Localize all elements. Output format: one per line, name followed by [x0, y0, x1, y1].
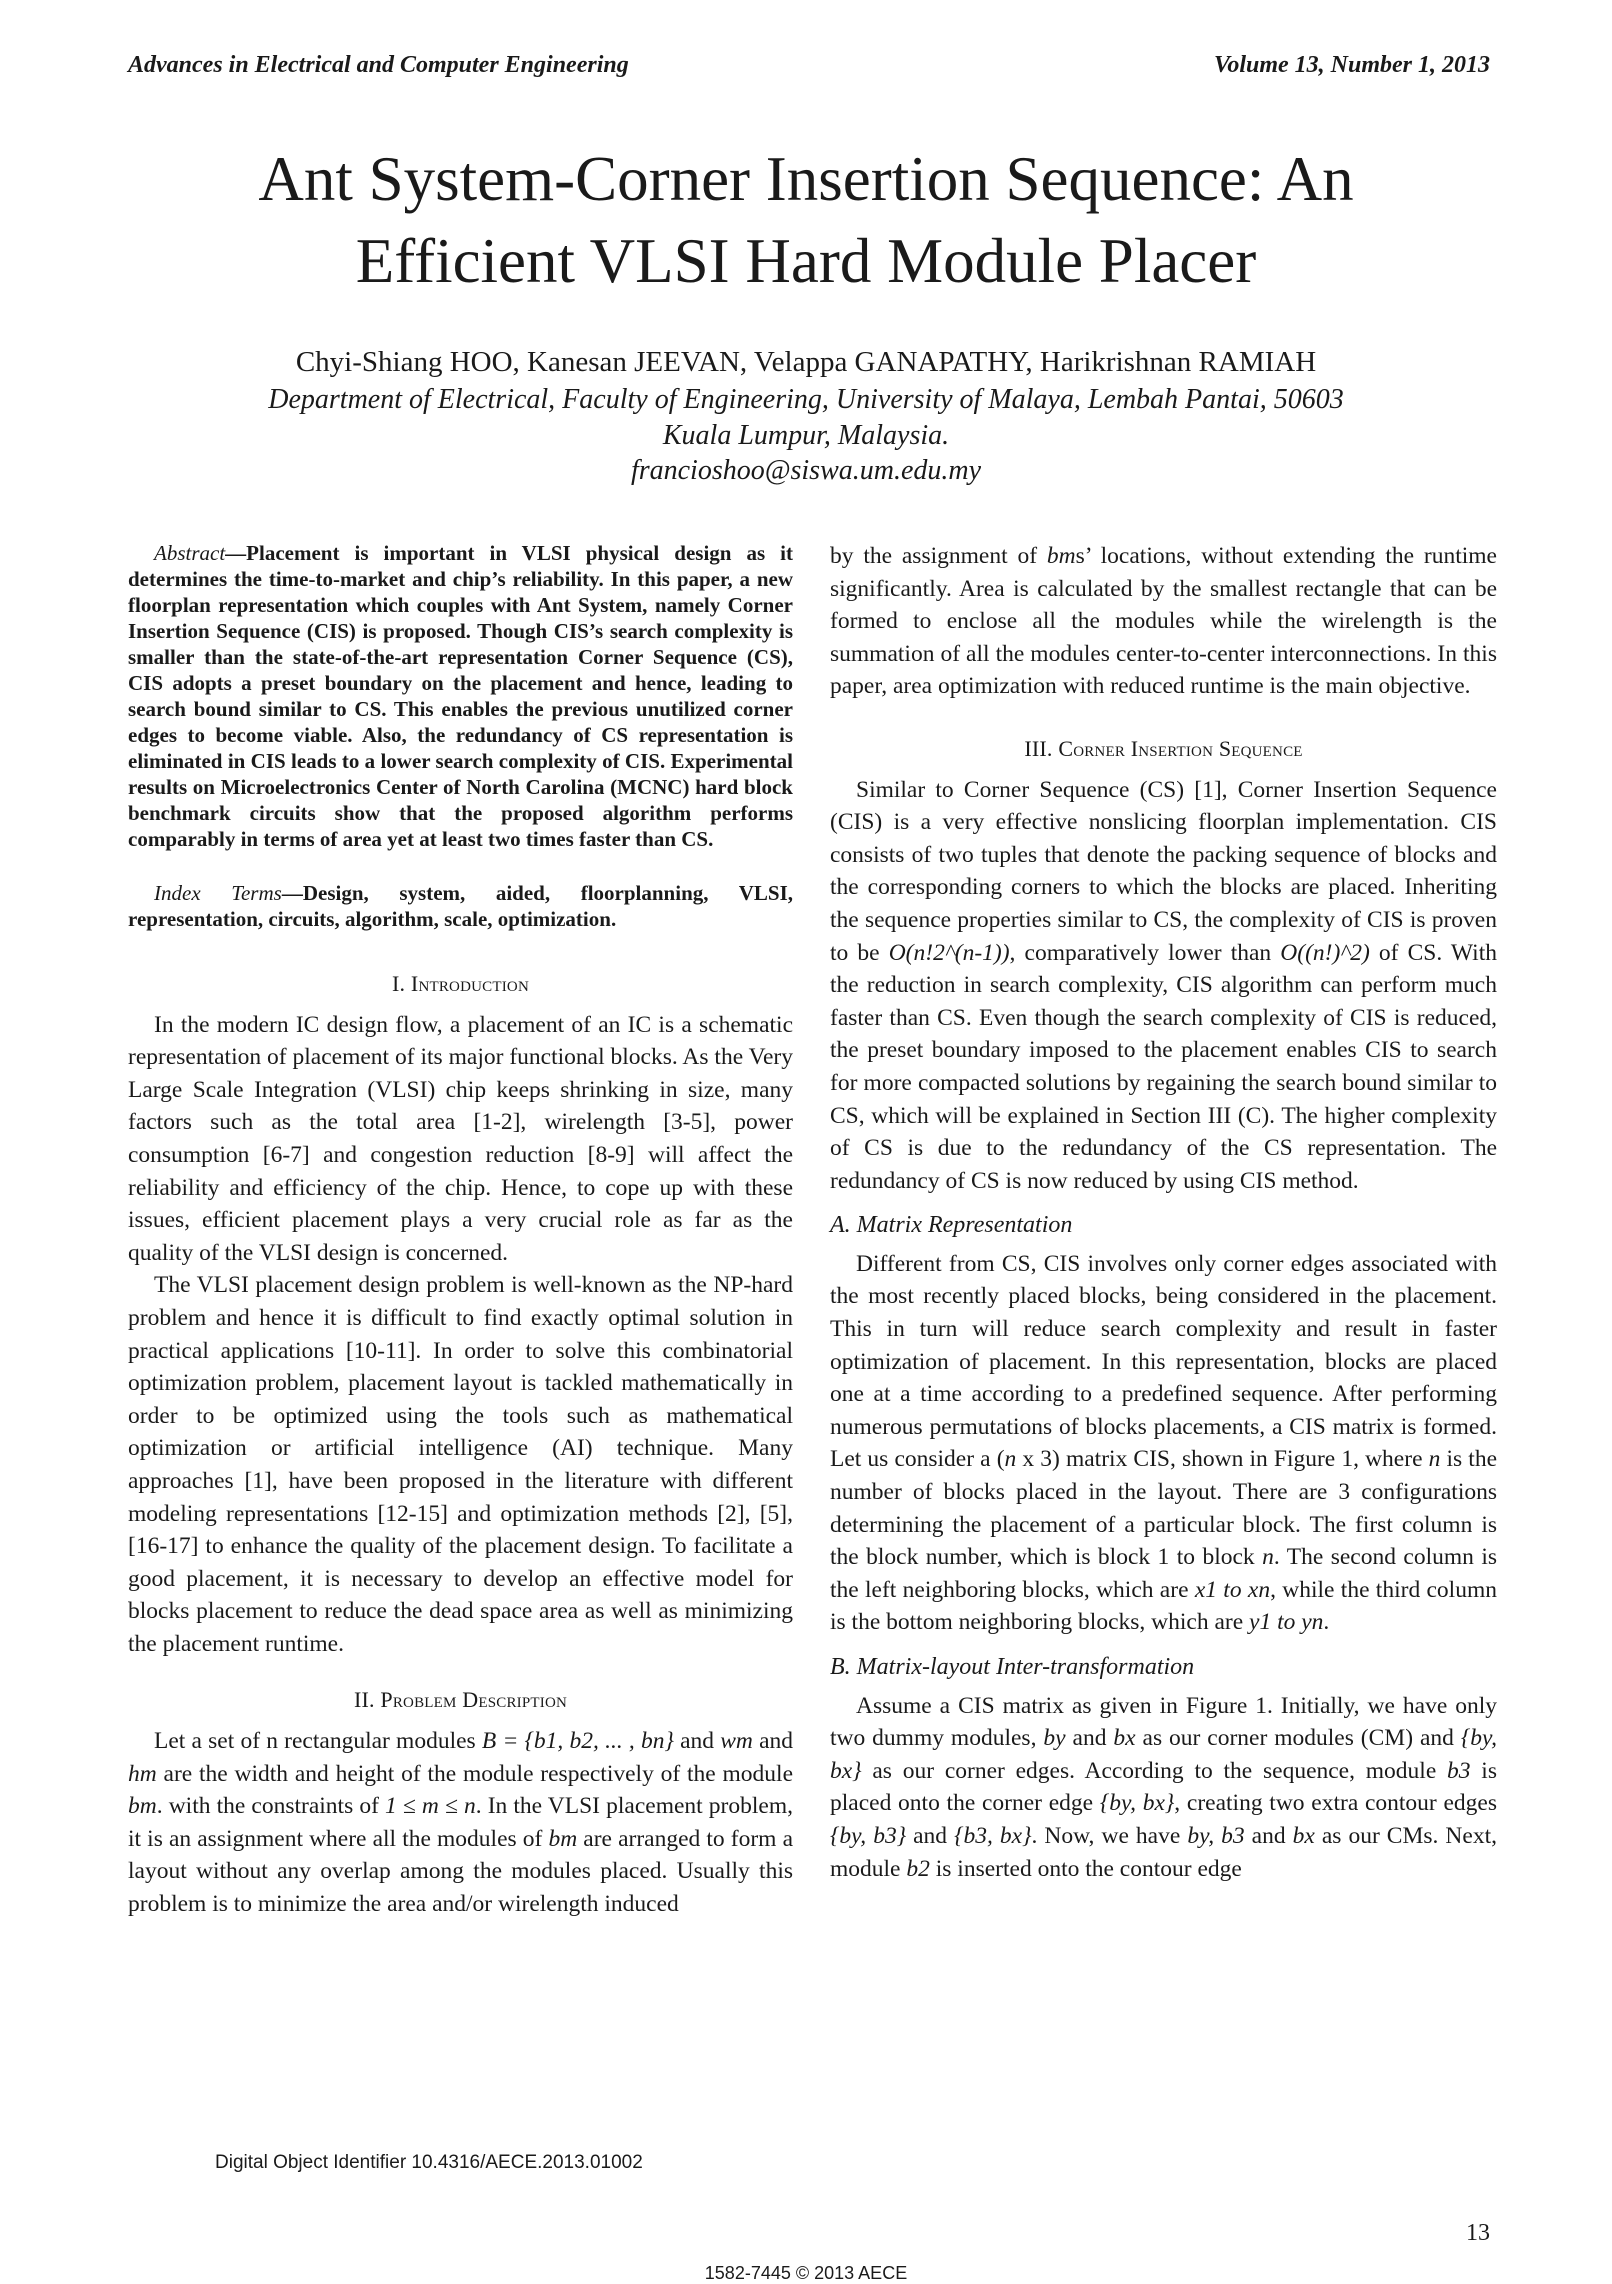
- subsection-heading-transformation: B. Matrix-layout Inter-transformation: [830, 1654, 1195, 1680]
- math-by: by: [1043, 1725, 1066, 1752]
- text-run: of CS. With the reduction in search complexity, CIS algorithm can perform much faster than CS. Even though the search complexity of CIS is reduced, the preset boundary imposed to the placement enables CIS to search for more compacted solutions by regaining the search bound similar to CS, which will be explained in Section III (C). The higher complexity of CS is due to the redundancy of the CS representation. The redundancy of CS is now reduced by using CIS method.: [830, 939, 1497, 1194]
- transformation-paragraph: [830, 1690, 1497, 1886]
- subsection-heading-matrix: A. Matrix Representation: [830, 1212, 1073, 1239]
- section-heading-problem: II. Problem Description: [353, 1687, 568, 1713]
- text-run: is the number of blocks placed in the layout. There are 3 configurations determining the placement of a particular block. The first column is the block number, which is block 1 to block: [830, 1446, 1497, 1571]
- math-n: n: [1428, 1446, 1441, 1473]
- math-module: bm: [1046, 543, 1076, 569]
- text-run: and: [1244, 1822, 1293, 1849]
- text-run: as our CMs. Next, module: [830, 1822, 1497, 1882]
- left-column: [128, 540, 793, 1921]
- text-run: Similar to Corner Sequence (CS) [1], Corner Insertion Sequence (CIS) is a very effective nonslicing floorplan implementation. CIS consists of two tuples that denote the packing sequence of blocks and the corresponding corners to which the blocks are placed. Inheriting the sequence properties similar to CS, the complexity of CIS is proven to be: [830, 776, 1497, 966]
- text-run: is inserted onto the contour edge: [929, 1855, 1242, 1882]
- math-module: bm: [548, 1825, 578, 1852]
- math-cis-complexity: O(n!2^(n-1)): [888, 939, 1010, 966]
- volume-info: Volume 13, Number 1, 2013: [1213, 52, 1490, 78]
- affiliation-line-2: Kuala Lumpur, Malaysia.: [662, 420, 950, 451]
- text-run: , creating two extra contour edges: [1174, 1790, 1497, 1817]
- text-run: as our corner modules (CM) and: [1135, 1725, 1461, 1752]
- section-heading-introduction: I. Introduction: [392, 971, 529, 996]
- index-terms-lead: Index Terms: [154, 881, 282, 905]
- journal-name: Advances in Electrical and Computer Engineering: [128, 52, 629, 78]
- problem-paragraph-1: [128, 1725, 793, 1921]
- text-run: . Now, we have: [1031, 1822, 1188, 1849]
- text-run: by the assignment of: [830, 543, 1047, 569]
- affiliation-line-1: Department of Electrical, Faculty of Engineering, University of Malaya, Lembah Pantai, 50603: [268, 384, 1344, 415]
- abstract: [128, 540, 793, 852]
- text-run: , while the third column is the bottom neighboring blocks, which are: [830, 1576, 1497, 1636]
- text-run: . with the constraints of: [156, 1793, 386, 1820]
- text-run: and: [752, 1728, 794, 1755]
- text-run: Different from CS, CIS involves only corner edges associated with the most recently placed blocks, being considered in the placement. This in turn will reduce search complexity and result in faster optimization of placement. In this representation, blocks are placed one at a time according to a predefined sequence. After performing numerous permutations of blocks placements, a CIS matrix is formed. Let us consider a (: [830, 1250, 1497, 1473]
- math-width: wm: [720, 1728, 753, 1755]
- math-x-range: x1 to xn: [1194, 1576, 1271, 1603]
- cis-paragraph-1: [830, 774, 1497, 1198]
- intro-paragraph-2: The VLSI placement design problem is well-known as the NP-hard problem and hence it is difficult to find exactly optimal solution in practical applications [10-11]. In order to solve this combinatorial optimization problem, placement layout is tackled mathematically in order to be optimized using the tools such as mathematical optimization or artificial intelligence (AI) technique. Many approaches [1], have been proposed in the literature with different modeling representations [12-15] and optimization methods [2], [5], [16-17] to enhance the quality of the placement design. To facilitate a good placement, it is necessary to develop an effective model for blocks placement to reduce the dead space area as well as minimizing the placement runtime.: [128, 1272, 793, 1657]
- text-run: Let a set of n rectangular modules: [154, 1728, 482, 1755]
- math-cs-complexity: O((n!)^2): [1280, 939, 1370, 966]
- text-run: are arranged to form a layout without any overlap among the modules placed. Usually this problem is to minimize the area and/or wirelength induced: [128, 1825, 793, 1918]
- running-header: [128, 52, 1490, 82]
- author-email: francioshoo@siswa.um.edu.my: [630, 455, 982, 486]
- text-run: . The second column is the left neighboring blocks, which are: [830, 1544, 1497, 1603]
- abstract-lead: Abstract: [154, 541, 226, 565]
- math-bx: bx: [1292, 1822, 1315, 1849]
- index-terms-text: —Design, system, aided, floorplanning, VLSI, representation, circuits, algorithm, scale, optimization.: [128, 881, 793, 931]
- index-terms: [128, 880, 793, 932]
- math-b3: b3: [1447, 1757, 1471, 1784]
- text-run: s’ locations, without extending the runtime significantly. Area is calculated by the smallest rectangle that can be formed to enclose all the modules while the wirelength is the summation of all the modules center-to-center interconnections. In this paper, area optimization with reduced runtime is the main objective.: [830, 543, 1497, 700]
- math-edge: {by, bx}: [1099, 1790, 1175, 1817]
- text-run: , comparatively lower than: [1009, 939, 1281, 966]
- text-run: Assume a CIS matrix as given in Figure 1. Initially, we have only two dummy modules,: [830, 1692, 1497, 1752]
- math-y-range: y1 to yn: [1249, 1609, 1324, 1636]
- problem-paragraph-continued: [830, 540, 1497, 703]
- text-run: . In the VLSI placement problem, it is an assignment where all the modules of: [128, 1793, 793, 1852]
- section-heading-cis: III. Corner Insertion Sequence: [1024, 735, 1303, 761]
- author-list: Chyi-Shiang HOO, Kanesan JEEVAN, Velappa GANAPATHY, Harikrishnan RAMIAH: [295, 346, 1317, 378]
- math-n: n: [1262, 1544, 1274, 1571]
- math-b2: b2: [906, 1855, 930, 1882]
- math-edge: {b3, bx}: [954, 1822, 1032, 1849]
- math-edge: {by, bx}: [830, 1725, 1498, 1784]
- matrix-paragraph: [830, 1248, 1497, 1639]
- page-number: 13: [1466, 2220, 1490, 2246]
- text-run: as our corner edges. According to the sequence, module: [861, 1757, 1448, 1784]
- abstract-text: —Placement is important in VLSI physical design as it determines the time-to-market and chip’s reliability. In this paper, a new floorplan representation which couples with Ant System, namely Corner Insertion Sequence (CIS) is proposed. Though CIS’s search complexity is smaller than the state-of-the-art representation Corner Sequence (CS), CIS adopts a preset boundary on the placement and hence, leading to search bound similar to CS. This enables the previous unutilized corner edges to become viable. Also, the redundancy of CS representation is eliminated in CIS leads to a lower search complexity of CIS. Experimental results on Microelectronics Center of North Carolina (MCNC) hard block benchmark circuits show that the proposed algorithm performs comparably in terms of area yet at least two times faster than CS.: [128, 541, 793, 851]
- text-run: are the width and height of the module respectively of the module: [156, 1760, 793, 1787]
- right-column: [830, 540, 1497, 1885]
- paper-title: Ant System-Corner Insertion Sequence: An Efficient VLSI Hard Module Placer: [258, 144, 1354, 296]
- math-module: bm: [128, 1793, 157, 1820]
- math-height: hm: [128, 1760, 157, 1787]
- math-n: n: [1004, 1446, 1017, 1473]
- text-run: x 3) matrix CIS, shown in Figure 1, where: [1016, 1446, 1429, 1473]
- text-run: and: [906, 1822, 955, 1849]
- text-run: and: [1065, 1725, 1114, 1752]
- intro-paragraph-1: In the modern IC design flow, a placement of an IC is a schematic representation of placement of its major functional blocks. As the Very Large Scale Integration (VLSI) chip keeps shrinking in size, many factors such as the total area [1-2], wirelength [3-5], power consumption [6-7] and congestion reduction [8-9] will affect the reliability and efficiency of the chip. Hence, to cope up with these issues, efficient placement plays a very crucial role as far as the quality of the VLSI design is concerned.: [128, 1011, 793, 1266]
- math-cms: by, b3: [1187, 1822, 1245, 1849]
- text-run: and: [673, 1728, 721, 1755]
- math-bx: bx: [1113, 1725, 1136, 1752]
- text-run: .: [1323, 1609, 1330, 1636]
- doi-footnote: Digital Object Identifier 10.4316/AECE.2013.01002: [215, 2152, 643, 2173]
- math-module-set: B = {b1, b2, ... , bn}: [481, 1728, 674, 1755]
- copyright-footer: 1582-7445 © 2013 AECE: [704, 2263, 908, 2283]
- text-run: is placed onto the corner edge: [830, 1757, 1497, 1817]
- math-constraint: 1 ≤ m ≤ n: [385, 1793, 476, 1820]
- math-edge: {by, b3}: [830, 1822, 907, 1849]
